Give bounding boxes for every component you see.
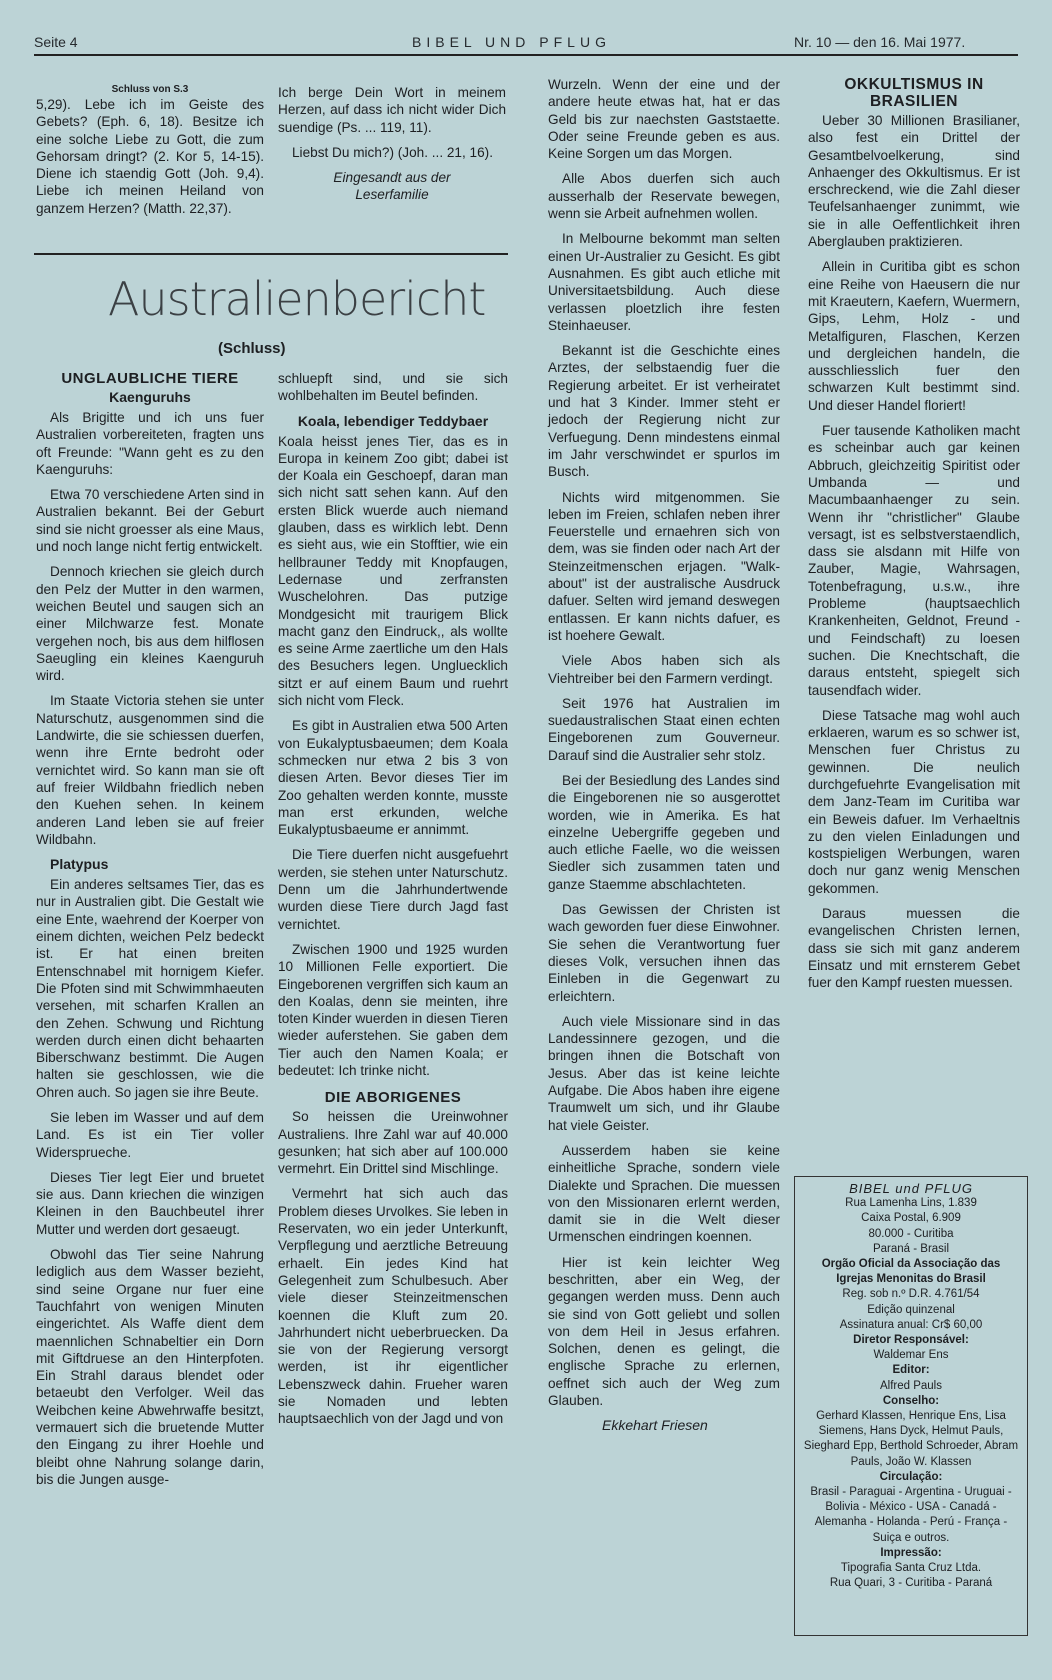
impressum-value: Waldemar Ens: [873, 1349, 949, 1362]
paragraph: Wurzeln. Wenn der eine und der andere heute etwas hat, hat er das Geld bis zur naechsten Gaststaette. Oder seine Freunde geben es aus. Keine Sorgen um das Morgen.: [548, 77, 780, 162]
impressum-edition: Edição quinzenal: [867, 1303, 955, 1316]
paragraph: schluepft sind, und sie sich wohlbehalten im Beutel befinden.: [278, 371, 508, 404]
paragraph: Koala heisst jenes Tier, das es in Europa in keinem Zoo gibt; dabei ist der Koala ein Geschoepf, daran man sich nicht satt sehen kann. Auf den ersten Blick wuerde auch niemand glauben, dass es wirklich lebt. Denn es sieht aus, wie ein Stofftier, wie ein hellbrauner Teddy mit Knopfaugen, Ledernase und zerfransten Wuschelohren. Das putzige Mondgesicht mit traurigem Blick macht ganz den Eindruck,, als wollte es seine Arme zaertliche um den Hals des Besuchers legen. Ungluecklich sitzt er auf einem Baum und ruehrt sich nicht vom Fleck.: [278, 433, 508, 709]
impressum-label: Conselho:: [882, 1394, 940, 1407]
paragraph: Obwohl das Tier seine Nahrung lediglich aus dem Wasser bezieht, sind seine Organe nur fuer eine Tauchfahrt von wenigen Minuten eingerichtet. Als Waffe dient dem maennlichen Schnabeltier ein Dorn mit Giftdruese an den Hinterpfoten. Ein Strahl daraus blendet oder betaeubt den Verfolger. Weil das Weibchen keine Abwehrwaffe besitzt, vermauert sich die bruetende Mutter den Eingang zu ihrer Hoehle und bleibt ohne Nahrung solange darin, bis die Jungen ausge-: [36, 1247, 264, 1487]
impressum-value: Brasil - Paraguai - Argentina - Uruguai - Bolivia - México - USA - Canadá - Alemanha - Holanda - Perú - França - Suiça e outros.: [810, 1486, 1012, 1544]
impressum-value: Gerhard Klassen, Henrique Ens, Lisa Siemens, Hans Dyck, Helmut Pauls, Sieghard Epp, Berthold Schroeder, Abram Pauls, João W. Klassen: [803, 1410, 1019, 1468]
paragraph: Diese Tatsache mag wohl auch erklaeren, warum es so schwer ist, Menschen fuer Christus zu gewinnen. Die neulich durchgefuehrte Evangelisation mit dem Janz-Team im Curitiba war ein Beweis dafuer. Im Verhaeltnis zu den vielen Einladungen und kostspieligen Werbungen, waren doch nur ganz wenig Menschen gekommen.: [808, 707, 1020, 896]
impressum-value: Tipografia Santa Cruz Ltda.: [840, 1562, 982, 1575]
paragraph: Dieses Tier legt Eier und bruetet sie aus. Dann kriechen die winzigen Kleinen in den Bauchbeutel ihrer Mutter und werden dort gesaeugt.: [36, 1169, 264, 1237]
section-heading: UNGLAUBLICHE TIERE: [61, 370, 239, 387]
paragraph: Viele Abos haben sich als Viehtreiber bei den Farmern verdingt.: [548, 653, 780, 686]
paragraph: Das Gewissen der Christen ist wach geworden fuer diese Einwohner. Sie sehen die Verantwortung fuer dieses Volk, versuchen ihnen das Einleben in die Gegenwart zu erleichtern.: [548, 902, 780, 1004]
paragraph: Bei der Besiedlung des Landes sind die Eingeborenen nie so ausgerottet worden, wie in Amerika. Es hat einzelne Uebergriffe gegeben und auch etliche Faelle, wo die weissen Siedler sich zusammen taten und ganze Staemme abschlachteten.: [548, 772, 780, 892]
impressum-address: Caixa Postal, 6.909: [861, 1212, 961, 1225]
article-column-2: [278, 370, 508, 1436]
paragraph: Allein in Curitiba gibt es schon eine Reihe von Haeusern die nur mit Kraeutern, Kaefern, Wuermern, Gips, Lehm, Holz - und Metalfiguren, Flaschen, Kerzen und dergleichen handeln, die ausschliesslich fuer den schwarzen Kult bestimmt sind. Und dieser Handel floriert!: [808, 259, 1020, 413]
article-column-3: [548, 76, 780, 1435]
intro-signature-1: Eingesandt aus der: [333, 170, 451, 186]
paragraph: In Melbourne bekommt man selten einen Ur-Australier zu Gesicht. Es gibt Ausnahmen. Es gibt auch etliche mit Universitaetsbildung. Auch diese verlassen ploetzlich ihre festen Steinhaeuser.: [548, 231, 780, 333]
paragraph: Fuer tausende Katholiken macht es scheinbar auch gar keinen Abbruch, gleichzeitig Spiritist oder Umbanda — und Macumbaanhaenger zu sein. Wenn ihr "christlicher" Glaube versagt, ist es selbstverstaendlich, dass sie alsdann mit Hilfe von Zauber, Magie, Wahrsagen, Totenbefragung, u.s.w., ihre Probleme (hauptsaechlich Krankenheiten, Geldnot, Freund - und Feindschaft) zu loesen suchen. Die Knechtschaft, die daraus entsteht, spiegelt sich tausendfach wider.: [808, 423, 1020, 698]
paragraph: Es gibt in Australien etwa 500 Arten von Eukalyptusbaeumen; dem Koala schmecken nur etwa 2 bis 3 von diesen Arten. Bevor dieses Tier im Zoo gehalten werden konnte, musste man erst erkunden, welche Eukalyptusbaeume er annimmt.: [278, 718, 508, 838]
paragraph: Im Staate Victoria stehen sie unter Naturschutz, ausgenommen sind die Landwirte, die sie schiessen duerfen, wenn ihre Ernte bedroht oder vernichtet wird. So kann man sie oft auf freier Wildbahn friedlich neben den Kuehen sehen. In keinem anderen Land leben sie auf freier Wildbahn.: [36, 693, 264, 847]
paragraph: Hier ist kein leichter Weg beschritten, aber ein Weg, der gegangen werden muss. Denn auch sie sind von Gott geliebt und sollen von dem Heil in Jesus erfahren. Solchen, denen es gelingt, die englische Sprache zu erlernen, oeffnet sich auch der Weg zum Glauben.: [548, 1254, 780, 1409]
paragraph: Nichts wird mitgenommen. Sie leben im Freien, schlafen neben ihrer Feuerstelle und ernaehren sich von dem, was sie finden oder nach Art der Steinzeitmenschen erjagen. "Walk-about" ist der australische Ausdruck dafuer. Selten wird jemand deswegen entlassen. Er kann nichts dafuer, es ist hoehere Gewalt.: [548, 489, 780, 643]
impressum-value: Rua Quari, 3 - Curitiba - Paraná: [829, 1577, 993, 1590]
impressum-subscription: Assinatura anual: Cr$ 60,00: [839, 1318, 983, 1331]
paragraph: Alle Abos duerfen sich auch ausserhalb der Reservate bewegen, wenn sie Arbeit aufnehmen wollen.: [548, 171, 780, 222]
impressum-label: Editor:: [892, 1364, 930, 1377]
article-subtitle: (Schluss): [218, 340, 286, 357]
section-heading: DIE ABORIGENES: [324, 1089, 462, 1107]
impressum-label: Diretor Responsável:: [853, 1334, 969, 1347]
article-column-1: [36, 366, 264, 1496]
paragraph: Etwa 70 verschiedene Arten sind in Australien bekannt. Bei der Geburt sind sie nicht groesser als eine Maus, und noch lange nicht fertig entwickelt.: [36, 487, 264, 555]
impressum-address: Paraná - Brasil: [872, 1242, 950, 1255]
paragraph: Bekannt ist die Geschichte eines Arztes, der selbstaendig fuer die Regierung arbeitet. Er ist verheiratet und hat 3 Kinder. Immer steht er jedoch der Regierung nicht zur Verfuegung. Denn mindestens einmal im Jahr verschwindet er spurlos im Busch.: [548, 343, 780, 480]
intro-right-p2: Liebst Du mich?) (Joh. ... 21, 16).: [292, 144, 493, 160]
impressum-registration: Reg. sob n.º D.R. 4.761/54: [842, 1288, 980, 1301]
sidebar-column: [808, 76, 1020, 1000]
paragraph: Zwischen 1900 und 1925 wurden 10 Millionen Felle exportiert. Die Eingeborenen vergriffen sich kaum an den Koalas, denn sie meinten, ihre toten Kinder wuerden in diesen Tieren wieder auferstehen. Sie gaben dem Tier auch den Namen Koala; er bedeutet: Ich trinke nicht.: [278, 941, 508, 1078]
impressum-value: Alfred Pauls: [879, 1379, 942, 1392]
page-number: Seite 4: [34, 34, 78, 50]
issue-date: Nr. 10 — den 16. Mai 1977.: [794, 34, 966, 50]
intro-right: [278, 84, 506, 204]
sidebar-heading: OKKULTISMUS IN BRASILIEN: [844, 76, 984, 110]
impressum-box: [794, 1176, 1028, 1636]
paragraph: Ein anderes seltsames Tier, das es nur in Australien gibt. Die Gestalt wie eine Ente, waehrend der Koerper von einem dichten, weichen Pelz bedeckt ist. Er hat einen breiten Entenschnabel mit hornigem Kiefer. Die Pfoten sind mit Schwimmhaeuten versehen, mit scharfen Krallen an den Zehen. Schwung und Richtung werden durch einen dicht behaarten Biberschwanz bestimmt. Die Augen halten sie geschlossen, wie die Ohren auch. So jagen sie ihre Beute.: [36, 877, 264, 1100]
impressum-address: Rua Lamenha Lins, 1.839: [845, 1197, 977, 1210]
impressum-organ: Igrejas Menonitas do Brasil: [836, 1273, 986, 1286]
impressum-title: BIBEL und PFLUG: [849, 1181, 973, 1196]
continuation-label: Schluss von S.3: [111, 84, 189, 95]
paragraph: Die Tiere duerfen nicht ausgefuehrt werden, sie stehen unter Naturschutz. Denn um die Jahrhundertwende wurden diese Tiere durch Jagd fast vernichtet.: [278, 847, 508, 932]
section-subheading: Platypus: [50, 856, 109, 873]
section-subheading: Kaenguruhs: [109, 389, 191, 405]
paragraph: Auch viele Missionare sind in das Landessinnere gezogen, und die bringen ihnen die Botschaft von Jesus. Aber das ist keine leichte Aufgabe. Die Abos haben ihre eigene Traumwelt um sich, und ihr Glaube hat viele Geister.: [548, 1013, 780, 1133]
intro-rule: [34, 253, 508, 255]
impressum-address: 80.000 - Curitiba: [868, 1227, 954, 1240]
paragraph: Ausserdem haben sie keine einheitliche Sprache, sondern viele Dialekte und Sprachen. Die muessen von den Missionaren erlernt werden, damit sie in die Welt dieser Urmenschen eindringen koennen.: [548, 1142, 780, 1245]
impressum-organ: Orgão Oficial da Associação das: [821, 1258, 1001, 1271]
impressum-label: Circulação:: [879, 1470, 943, 1483]
intro-left: [36, 84, 264, 225]
paragraph: Seit 1976 hat Australien im suedaustralischen Staat einen echten Eingeborenen zum Gouverneur. Darauf sind die Australier sehr stolz.: [548, 695, 780, 763]
section-subheading: Koala, lebendiger Teddybaer: [297, 412, 489, 429]
article-title: Australienbericht: [108, 272, 486, 326]
masthead: BIBEL UND PFLUG: [412, 34, 611, 50]
paragraph: So heissen die Ureinwohner Australiens. Ihre Zahl war auf 40.000 gesunken; hat sich aber auf 100.000 vermehrt. Ein Drittel sind Mischlinge.: [278, 1109, 508, 1177]
intro-signature-2: Leserfamilie: [355, 187, 429, 203]
paragraph: Dennoch kriechen sie gleich durch den Pelz der Mutter in den warmen, weichen Beutel und saugen sich an einer Milchwarze fest. Monate vergehen noch, bis aus dem hilflosen Saeugling ein kleines Kaenguruh wird.: [36, 564, 264, 684]
impressum-label: Impressão:: [880, 1546, 942, 1559]
paragraph: Ueber 30 Millionen Brasilianer, also fest ein Drittel der Gesamtbelvoelkerung, sind Anhaenger des Okkultismus. Er ist erschreckend, wie die Zahl dieser Teufelsanhaenger zunimmt, wie sie in alle Oeffentlichkeit ihren Aberglauben praktizieren.: [808, 113, 1020, 250]
paragraph: Als Brigitte und ich uns fuer Australien vorbereiteten, fragten uns oft Freunde: "Wann geht es zu den Kaenguruhs:: [36, 410, 264, 477]
paragraph: Vermehrt hat sich auch das Problem dieses Urvolkes. Sie leben in Reservaten, wo ein jeder Unterkunft, Verpflegung und aerztliche Betreuung erhaelt. Ein jedes Kind hat Gelegenheit zum Schulbesuch. Aber viele dieser Steinzeitmenschen koennen die Kluft zum 20. Jahrhundert nicht ueberbruecken. Da sie von der Regierung versorgt werden, ist ihr eigentlicher Lebenszweck dahin. Frueher waren sie Nomaden und lebten hauptsaechlich von der Jagd und von: [278, 1186, 508, 1427]
intro-left-text: 5,29). Lebe ich im Geiste des Gebets? (Eph. 6, 18). Besitze ich eine solche Liebe zu Gott, die zum Gehorsam dringt? (2. Kor 5, 14-15). Diene ich staendig Gott (Joh. 9,4). Liebe ich meinen Heiland von ganzem Herzen? (Matth. 22,37).: [36, 97, 264, 216]
intro-right-p1: Ich berge Dein Wort in meinem Herzen, auf dass ich nicht wider Dich suendige (Ps. ... 119, 11).: [278, 85, 506, 135]
paragraph: Sie leben im Wasser und auf dem Land. Es ist ein Tier voller Widersprueche.: [36, 1109, 264, 1160]
article-author: Ekkehart Friesen: [602, 1417, 708, 1434]
paragraph: Daraus muessen die evangelischen Christen lernen, dass sie sich mit ganz anderem Einsatz und mit ernsterem Gebet fuer den Kampf ruesten muessen.: [808, 906, 1020, 991]
header-rule: [34, 54, 1018, 56]
